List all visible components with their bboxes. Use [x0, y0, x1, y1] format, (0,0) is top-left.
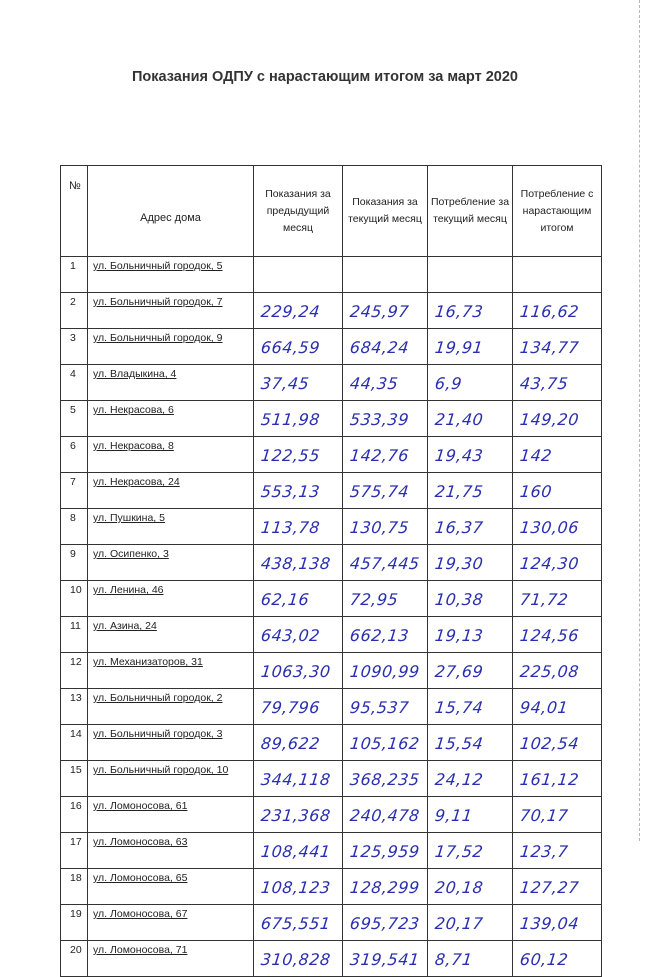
- row-curr-reading-text: 44,35: [349, 374, 400, 393]
- row-number-text: 15: [70, 764, 82, 776]
- row-prev-reading-text: 79,796: [260, 698, 321, 717]
- row-number: [61, 581, 88, 617]
- row-address-text: ул. Больничный городок, 5: [93, 260, 223, 272]
- row-prev-reading-text: 37,45: [260, 374, 311, 393]
- row-number: [61, 401, 88, 437]
- row-prev-reading-text: 664,59: [260, 338, 321, 357]
- row-number: [61, 329, 88, 365]
- row-prev-reading: [254, 329, 343, 365]
- row-consumption-text: 19,43: [434, 446, 485, 465]
- row-consumption: [428, 473, 513, 509]
- row-address-text: ул. Ленина, 46: [93, 584, 164, 596]
- row-address: [88, 257, 254, 293]
- row-address-text: ул. Ломоносова, 67: [93, 908, 188, 920]
- row-prev-reading-text: 89,622: [260, 734, 321, 753]
- row-cumulative-text: 60,12: [519, 950, 570, 969]
- row-consumption-text: 19,13: [434, 626, 485, 645]
- row-number: [61, 653, 88, 689]
- row-consumption: [428, 329, 513, 365]
- row-curr-reading-text: 319,541: [349, 950, 421, 969]
- row-cumulative-text: 161,12: [519, 770, 580, 789]
- row-consumption-text: 10,38: [434, 590, 485, 609]
- table-row: [61, 905, 602, 941]
- row-prev-reading-text: 511,98: [260, 410, 321, 429]
- row-consumption-text: 21,75: [434, 482, 485, 501]
- table-row: [61, 473, 602, 509]
- row-cumulative-text: 43,75: [519, 374, 570, 393]
- row-curr-reading: [343, 509, 428, 545]
- row-address: [88, 401, 254, 437]
- header-address: Адрес дома: [88, 166, 254, 257]
- row-prev-reading: [254, 905, 343, 941]
- row-curr-reading-text: 105,162: [349, 734, 421, 753]
- row-address-text: ул. Механизаторов, 31: [93, 656, 203, 668]
- row-curr-reading: [343, 365, 428, 401]
- row-address: [88, 941, 254, 977]
- header-prev: Показания за предыдущий месяц: [254, 166, 343, 257]
- row-prev-reading: [254, 941, 343, 977]
- row-consumption: [428, 689, 513, 725]
- row-number: [61, 833, 88, 869]
- row-cumulative: [513, 329, 602, 365]
- row-consumption: [428, 761, 513, 797]
- row-address: [88, 365, 254, 401]
- row-number-text: 20: [70, 944, 82, 956]
- row-address-text: ул. Ломоносова, 63: [93, 836, 188, 848]
- row-number-text: 10: [70, 584, 82, 596]
- row-curr-reading: [343, 797, 428, 833]
- row-address-text: ул. Пушкина, 5: [93, 512, 165, 524]
- row-consumption: [428, 257, 513, 293]
- table-row: [61, 833, 602, 869]
- row-address: [88, 689, 254, 725]
- row-prev-reading: [254, 473, 343, 509]
- row-cumulative-text: 225,08: [519, 662, 580, 681]
- row-cumulative: [513, 293, 602, 329]
- row-address: [88, 869, 254, 905]
- row-number: [61, 725, 88, 761]
- row-curr-reading: [343, 473, 428, 509]
- readings-table: [60, 165, 602, 977]
- row-address-text: ул. Ломоносова, 71: [93, 944, 188, 956]
- table-row: [61, 941, 602, 977]
- row-prev-reading-text: 108,441: [260, 842, 332, 861]
- row-consumption: [428, 293, 513, 329]
- header-cumulative: Потребление с нарастающим итогом: [513, 166, 602, 257]
- row-prev-reading: [254, 365, 343, 401]
- row-number-text: 1: [70, 260, 76, 272]
- row-number-text: 5: [70, 404, 76, 416]
- row-number-text: 14: [70, 728, 82, 740]
- row-cumulative: [513, 833, 602, 869]
- row-consumption: [428, 437, 513, 473]
- row-address: [88, 761, 254, 797]
- row-prev-reading-text: 643,02: [260, 626, 321, 645]
- page-title: Показания ОДПУ с нарастающим итогом за март 2020: [132, 69, 518, 85]
- row-prev-reading: [254, 761, 343, 797]
- row-prev-reading-text: 62,16: [260, 590, 311, 609]
- row-number-text: 19: [70, 908, 82, 920]
- row-cumulative-text: 139,04: [519, 914, 580, 933]
- row-prev-reading: [254, 617, 343, 653]
- row-curr-reading: [343, 617, 428, 653]
- row-address: [88, 437, 254, 473]
- row-curr-reading: [343, 257, 428, 293]
- table-row: [61, 653, 602, 689]
- row-consumption: [428, 617, 513, 653]
- row-address-text: ул. Некрасова, 24: [93, 476, 180, 488]
- row-prev-reading-text: 229,24: [260, 302, 321, 321]
- row-curr-reading: [343, 761, 428, 797]
- row-curr-reading: [343, 905, 428, 941]
- row-cumulative: [513, 725, 602, 761]
- row-curr-reading-text: 457,445: [349, 554, 421, 573]
- row-prev-reading-text: 344,118: [260, 770, 332, 789]
- row-curr-reading: [343, 941, 428, 977]
- row-number: [61, 293, 88, 329]
- table-row: [61, 509, 602, 545]
- row-prev-reading: [254, 257, 343, 293]
- table-row: [61, 617, 602, 653]
- row-address-text: ул. Больничный городок, 2: [93, 692, 223, 704]
- row-curr-reading: [343, 437, 428, 473]
- table-row: [61, 329, 602, 365]
- row-consumption-text: 6,9: [434, 374, 463, 393]
- row-address: [88, 581, 254, 617]
- row-address: [88, 473, 254, 509]
- table-row: [61, 437, 602, 473]
- row-curr-reading: [343, 869, 428, 905]
- row-curr-reading: [343, 545, 428, 581]
- row-prev-reading: [254, 833, 343, 869]
- row-address: [88, 545, 254, 581]
- row-consumption: [428, 725, 513, 761]
- row-prev-reading: [254, 653, 343, 689]
- row-cumulative: [513, 257, 602, 293]
- table-row: [61, 365, 602, 401]
- row-consumption-text: 15,74: [434, 698, 485, 717]
- row-curr-reading-text: 128,299: [349, 878, 421, 897]
- row-consumption-text: 21,40: [434, 410, 485, 429]
- table-row: [61, 401, 602, 437]
- row-number-text: 17: [70, 836, 82, 848]
- row-number-text: 16: [70, 800, 82, 812]
- row-cumulative-text: 94,01: [519, 698, 570, 717]
- row-address-text: ул. Больничный городок, 10: [93, 764, 229, 776]
- row-consumption-text: 16,37: [434, 518, 485, 537]
- row-consumption-text: 19,91: [434, 338, 485, 357]
- row-consumption-text: 24,12: [434, 770, 485, 789]
- row-address: [88, 833, 254, 869]
- row-prev-reading-text: 122,55: [260, 446, 321, 465]
- row-cumulative-text: 124,56: [519, 626, 580, 645]
- row-prev-reading: [254, 545, 343, 581]
- row-consumption: [428, 365, 513, 401]
- row-address: [88, 653, 254, 689]
- row-curr-reading-text: 245,97: [349, 302, 410, 321]
- row-number-text: 8: [70, 512, 76, 524]
- row-address: [88, 293, 254, 329]
- row-prev-reading: [254, 869, 343, 905]
- row-address-text: ул. Ломоносова, 61: [93, 800, 188, 812]
- row-number-text: 7: [70, 476, 76, 488]
- row-address: [88, 509, 254, 545]
- table-row: [61, 545, 602, 581]
- row-address-text: ул. Некрасова, 8: [93, 440, 174, 452]
- table-header-row: [61, 166, 602, 257]
- row-number-text: 11: [70, 620, 81, 632]
- row-curr-reading-text: 684,24: [349, 338, 410, 357]
- row-address: [88, 905, 254, 941]
- row-consumption: [428, 545, 513, 581]
- row-curr-reading: [343, 293, 428, 329]
- row-curr-reading: [343, 581, 428, 617]
- row-consumption-text: 17,52: [434, 842, 485, 861]
- table-row: [61, 761, 602, 797]
- row-number: [61, 365, 88, 401]
- row-address-text: ул. Азина, 24: [93, 620, 157, 632]
- header-num: №: [61, 166, 88, 257]
- row-consumption-text: 20,18: [434, 878, 485, 897]
- row-address-text: ул. Владыкина, 4: [93, 368, 177, 380]
- row-curr-reading-text: 125,959: [349, 842, 421, 861]
- row-prev-reading-text: 108,123: [260, 878, 332, 897]
- row-address-text: ул. Больничный городок, 9: [93, 332, 223, 344]
- row-cumulative-text: 70,17: [519, 806, 570, 825]
- row-cumulative-text: 149,20: [519, 410, 580, 429]
- row-address: [88, 617, 254, 653]
- row-number: [61, 905, 88, 941]
- row-consumption: [428, 581, 513, 617]
- row-number: [61, 257, 88, 293]
- row-prev-reading: [254, 293, 343, 329]
- row-curr-reading: [343, 401, 428, 437]
- row-consumption: [428, 905, 513, 941]
- row-number-text: 18: [70, 872, 82, 884]
- row-number: [61, 473, 88, 509]
- row-address-text: ул. Некрасова, 6: [93, 404, 174, 416]
- row-curr-reading: [343, 329, 428, 365]
- row-cumulative: [513, 941, 602, 977]
- row-curr-reading: [343, 725, 428, 761]
- row-address-text: ул. Больничный городок, 3: [93, 728, 223, 740]
- row-cumulative: [513, 509, 602, 545]
- row-number: [61, 869, 88, 905]
- row-prev-reading-text: 231,368: [260, 806, 332, 825]
- row-prev-reading: [254, 725, 343, 761]
- row-cumulative-text: 102,54: [519, 734, 580, 753]
- row-cumulative: [513, 761, 602, 797]
- row-curr-reading-text: 533,39: [349, 410, 410, 429]
- row-number: [61, 797, 88, 833]
- row-prev-reading: [254, 581, 343, 617]
- row-cumulative: [513, 797, 602, 833]
- row-cumulative: [513, 581, 602, 617]
- header-consumption: Потребление за текущий месяц: [428, 166, 513, 257]
- row-prev-reading: [254, 401, 343, 437]
- row-number: [61, 689, 88, 725]
- row-curr-reading-text: 368,235: [349, 770, 421, 789]
- row-consumption-text: 9,11: [434, 806, 474, 825]
- row-number: [61, 761, 88, 797]
- row-cumulative: [513, 869, 602, 905]
- page-edge-line: [639, 0, 640, 841]
- row-cumulative-text: 160: [519, 482, 554, 501]
- row-curr-reading-text: 95,537: [349, 698, 410, 717]
- row-cumulative-text: 127,27: [519, 878, 580, 897]
- row-prev-reading-text: 310,828: [260, 950, 332, 969]
- row-address-text: ул. Ломоносова, 65: [93, 872, 188, 884]
- table-row: [61, 797, 602, 833]
- row-consumption-text: 15,54: [434, 734, 485, 753]
- row-number-text: 9: [70, 548, 76, 560]
- row-curr-reading-text: 130,75: [349, 518, 410, 537]
- row-consumption: [428, 653, 513, 689]
- row-curr-reading-text: 575,74: [349, 482, 410, 501]
- row-cumulative-text: 130,06: [519, 518, 580, 537]
- row-consumption-text: 8,71: [434, 950, 474, 969]
- row-number-text: 2: [70, 296, 76, 308]
- row-address-text: ул. Больничный городок, 7: [93, 296, 223, 308]
- row-number: [61, 617, 88, 653]
- row-curr-reading-text: 662,13: [349, 626, 410, 645]
- row-consumption: [428, 797, 513, 833]
- row-prev-reading-text: 438,138: [260, 554, 332, 573]
- row-curr-reading-text: 240,478: [349, 806, 421, 825]
- row-cumulative: [513, 545, 602, 581]
- row-address: [88, 797, 254, 833]
- row-cumulative: [513, 617, 602, 653]
- row-number-text: 4: [70, 368, 76, 380]
- row-consumption: [428, 833, 513, 869]
- table-row: [61, 689, 602, 725]
- row-curr-reading: [343, 689, 428, 725]
- table-body: [61, 257, 602, 977]
- row-curr-reading-text: 72,95: [349, 590, 400, 609]
- row-curr-reading-text: 1090,99: [349, 662, 421, 681]
- row-number-text: 13: [70, 692, 82, 704]
- row-prev-reading: [254, 689, 343, 725]
- row-number: [61, 941, 88, 977]
- row-cumulative: [513, 401, 602, 437]
- header-curr: Показания за текущий месяц: [343, 166, 428, 257]
- row-cumulative: [513, 473, 602, 509]
- row-cumulative-text: 123,7: [519, 842, 570, 861]
- row-address: [88, 329, 254, 365]
- table-row: [61, 293, 602, 329]
- row-cumulative: [513, 905, 602, 941]
- row-cumulative-text: 124,30: [519, 554, 580, 573]
- row-number-text: 6: [70, 440, 76, 452]
- table-row: [61, 869, 602, 905]
- row-curr-reading-text: 695,723: [349, 914, 421, 933]
- row-prev-reading: [254, 797, 343, 833]
- row-consumption-text: 27,69: [434, 662, 485, 681]
- row-cumulative: [513, 437, 602, 473]
- row-curr-reading: [343, 833, 428, 869]
- row-consumption: [428, 941, 513, 977]
- row-consumption: [428, 401, 513, 437]
- row-consumption-text: 16,73: [434, 302, 485, 321]
- row-cumulative-text: 116,62: [519, 302, 580, 321]
- row-consumption: [428, 869, 513, 905]
- row-consumption: [428, 509, 513, 545]
- row-address: [88, 725, 254, 761]
- table-row: [61, 581, 602, 617]
- row-consumption-text: 20,17: [434, 914, 485, 933]
- row-prev-reading-text: 553,13: [260, 482, 321, 501]
- row-number: [61, 545, 88, 581]
- row-number: [61, 437, 88, 473]
- table-row: [61, 257, 602, 293]
- row-cumulative-text: 134,77: [519, 338, 580, 357]
- row-prev-reading-text: 1063,30: [260, 662, 332, 681]
- row-curr-reading: [343, 653, 428, 689]
- row-cumulative: [513, 653, 602, 689]
- row-prev-reading-text: 675,551: [260, 914, 332, 933]
- table-row: [61, 725, 602, 761]
- row-number-text: 12: [70, 656, 82, 668]
- row-prev-reading: [254, 509, 343, 545]
- row-number-text: 3: [70, 332, 76, 344]
- row-consumption-text: 19,30: [434, 554, 485, 573]
- row-cumulative: [513, 689, 602, 725]
- row-number: [61, 509, 88, 545]
- row-prev-reading: [254, 437, 343, 473]
- row-cumulative-text: 71,72: [519, 590, 570, 609]
- row-curr-reading-text: 142,76: [349, 446, 410, 465]
- row-prev-reading-text: 113,78: [260, 518, 321, 537]
- row-cumulative-text: 142: [519, 446, 554, 465]
- row-address-text: ул. Осипенко, 3: [93, 548, 169, 560]
- row-cumulative: [513, 365, 602, 401]
